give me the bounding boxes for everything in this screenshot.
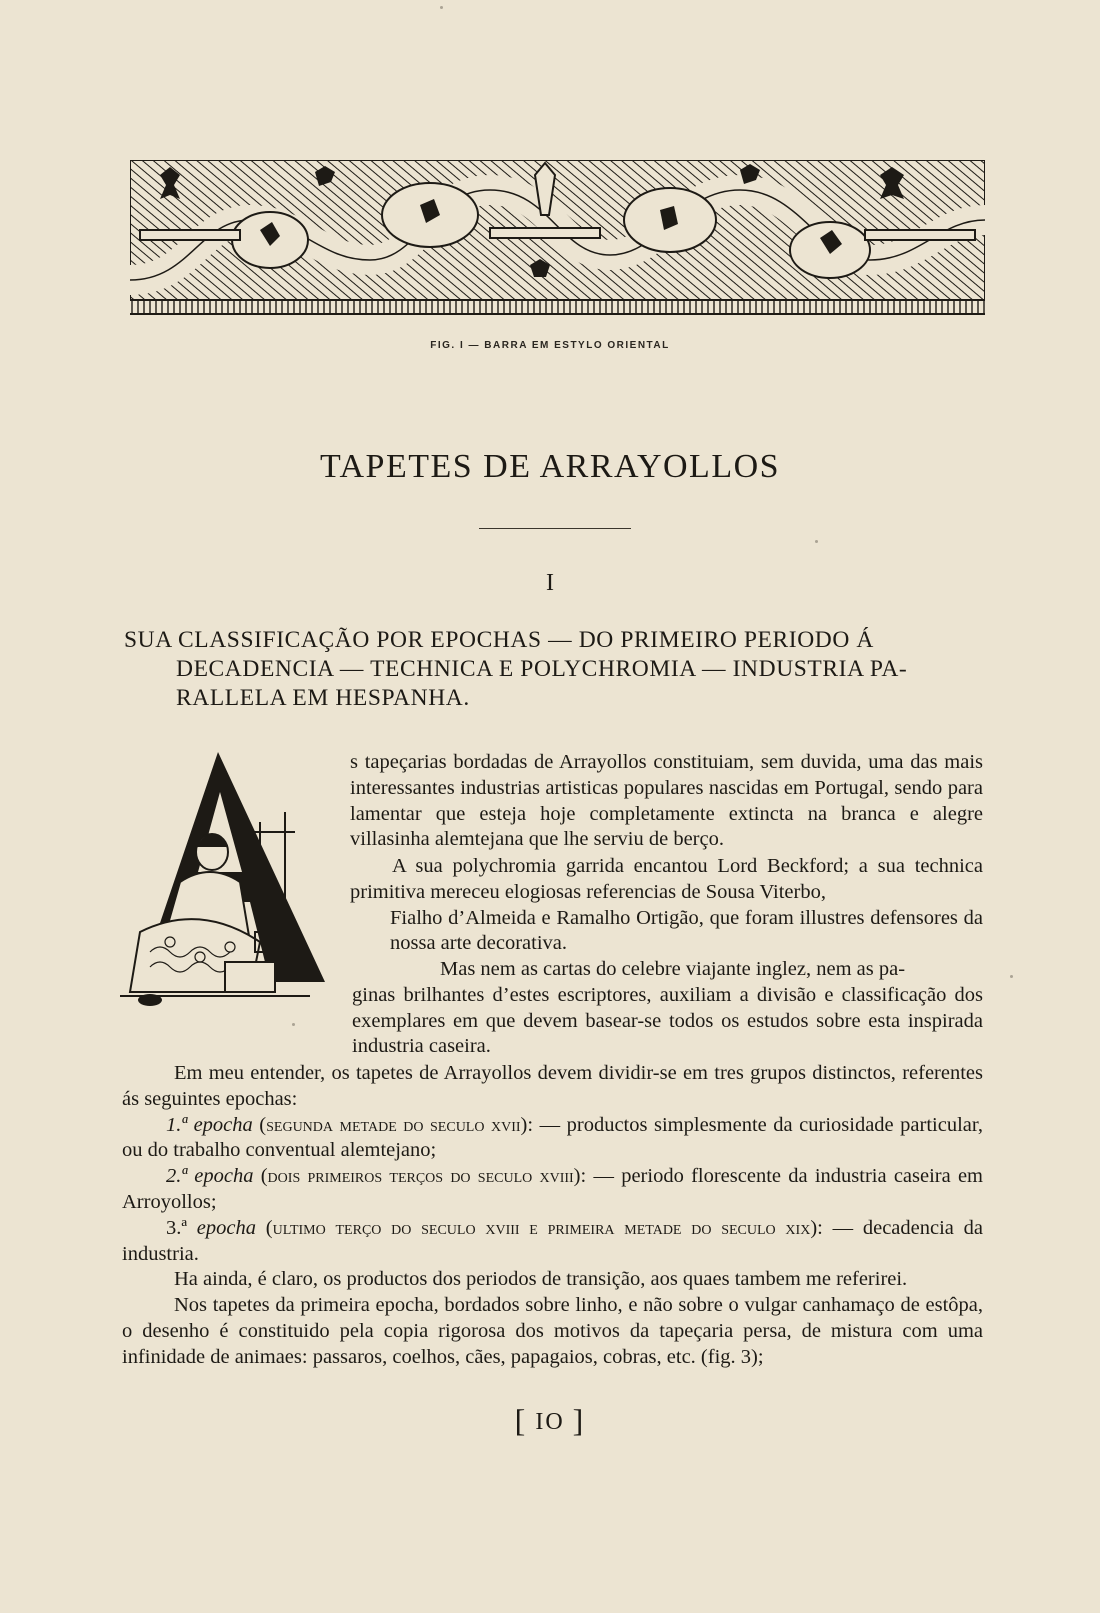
dropcap-letter: A: [120, 752, 121, 753]
page-number: [0, 1402, 1100, 1439]
subtitle-line: RALLELA EM HESPANHA.: [176, 685, 470, 711]
epoch-item: [122, 1113, 983, 1165]
epoch-century: (dois primeiros terços do seculo xviii):: [260, 1165, 587, 1188]
page-title: TAPETES DE ARRAYOLLOS: [319, 448, 781, 485]
epoch-number: 1.ª: [166, 1113, 188, 1136]
paragraph-text: Fialho d’Almeida e Ramalho Ortigão, que foram illustres defensores da nossa arte decorativa.: [390, 906, 983, 955]
bracket-right-icon: ]: [572, 1402, 586, 1438]
epoch-item: [122, 1216, 983, 1268]
chapter-subtitle: [124, 626, 984, 713]
epoch-text: — decadencia da industria.: [122, 1216, 984, 1265]
paragraph-text: A sua polychromia garrida encantou Lord Beckford; a sua technica primitiva mereceu elogiosas referencias de Sousa Viterbo,: [350, 855, 983, 903]
epoch-label: epocha: [194, 1165, 254, 1188]
subtitle-line: DECADENCIA — TECHNICA E POLYCHROMIA — INDUSTRIA PA-: [176, 656, 908, 682]
epoch-text: — periodo florescente da industria caseira em Arroyollos;: [122, 1165, 983, 1213]
epoch-century: (segunda metade do seculo xvii):: [259, 1113, 534, 1136]
paper-speck: [1010, 975, 1013, 978]
paragraph: Em meu entender, os tapetes de Arrayollos devem dividir-se em tres grupos distinctos, referentes ás seguintes epochas:: [122, 1062, 983, 1110]
epoch-number: 2.ª: [166, 1165, 188, 1188]
epoch-century: (ultimo terço do seculo xviii e primeira metade do seculo xix):: [265, 1216, 823, 1239]
epoch-label: epocha: [196, 1216, 256, 1239]
main-text: [122, 1061, 983, 1371]
dropcap-woman-embroidering: [120, 752, 342, 1014]
chapter-number: I: [546, 570, 554, 596]
epoch-number: 3.ª: [166, 1216, 188, 1239]
paper-speck: [815, 540, 818, 543]
paragraph-text: Mas nem as cartas do celebre viajante inglez, nem as pa-: [440, 958, 906, 980]
bracket-left-icon: [: [514, 1402, 528, 1438]
paper-speck: [292, 1023, 295, 1026]
paragraph: [352, 957, 983, 1060]
paragraph: [350, 854, 983, 957]
subtitle-line: SUA CLASSIFICAÇÃO POR EPOCHAS — DO PRIMEIRO PERIODO Á: [124, 627, 874, 653]
paper-speck: [440, 6, 443, 9]
page-number-value: IO: [535, 1409, 565, 1435]
epoch-label: epocha: [193, 1113, 253, 1136]
paragraph: Ha ainda, é claro, os productos dos periodos de transição, aos quaes tambem me referirei.: [174, 1268, 908, 1291]
paragraph: s tapeçarias bordadas de Arrayollos constituiam, sem duvida, uma das mais interessantes industrias artisticas populares nascidas em Portugal, sendo para lamentar que esteja hoje completamente extincta na branca e alegre villasinha alemtejana que lhe serviu de berço.: [350, 751, 983, 851]
paragraph-text: ginas brilhantes d’estes escriptores, auxiliam a divisão e classificação dos exemplares em que devem basear-se todos os estudos sobre esta inspirada industria caseira.: [352, 983, 983, 1058]
epoch-text: — productos simplesmente da curiosidade particular, ou do trabalho conventual alemtejano;: [122, 1113, 984, 1162]
epoch-item: [122, 1164, 983, 1216]
oriental-ornamental-band: [130, 160, 985, 318]
figure-caption: FIG. I — BARRA EM ESTYLO ORIENTAL: [430, 340, 670, 351]
paragraph: Nos tapetes da primeira epocha, bordados sobre linho, e não sobre o vulgar canhamaço de estôpa, o desenho é constituido pela copia rigorosa dos motivos da tapeçaria persa, de mistura com uma infinidade de animaes: passaros, coelhos, cães, papagaios, cobras, etc. (fig. 3);: [122, 1294, 983, 1368]
title-divider: [479, 528, 631, 529]
